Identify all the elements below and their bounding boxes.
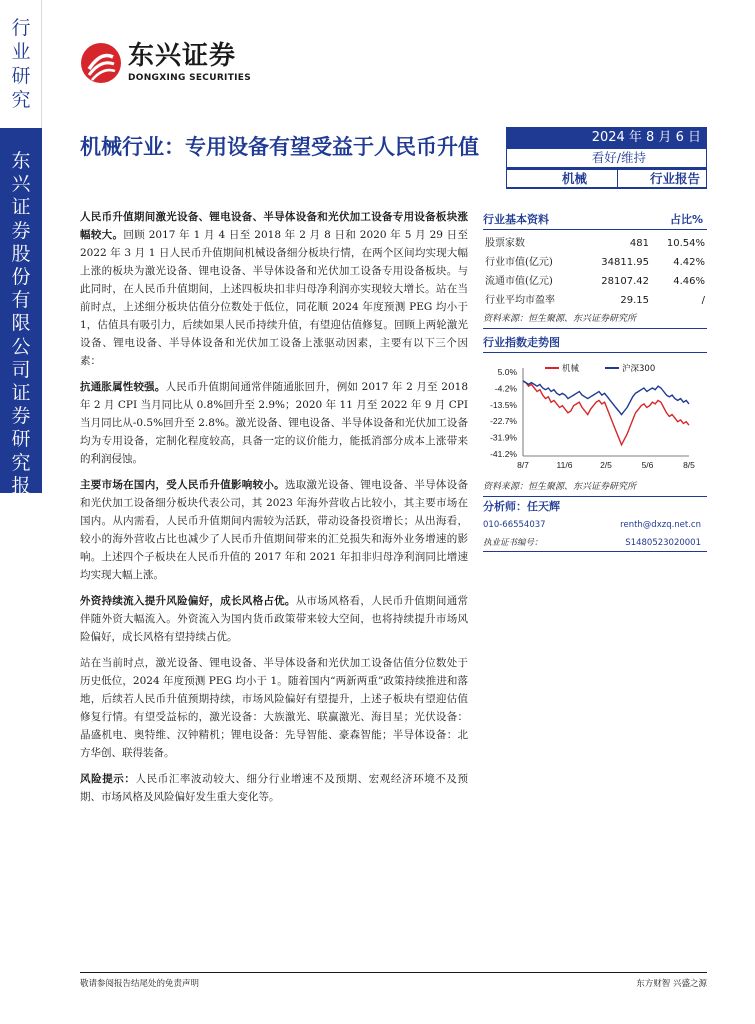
stat-value: 481 bbox=[629, 238, 649, 249]
industry-data-pct-header: 占比% bbox=[669, 213, 703, 226]
stat-pct: 4.46% bbox=[673, 276, 705, 287]
sidebar-org-band bbox=[0, 128, 42, 521]
legend-label: 沪深300 bbox=[622, 364, 656, 374]
y-tick-label: -4.2% bbox=[494, 383, 517, 394]
logo-text-en: DONGXING SECURITIES bbox=[128, 73, 252, 83]
report-title: 机械行业：专用设备有望受益于人民币升值 bbox=[80, 135, 479, 159]
x-tick-label: 2/5 bbox=[600, 460, 612, 470]
stat-label: 流通市值(亿元) bbox=[485, 276, 553, 287]
paragraph-5 bbox=[80, 654, 468, 762]
analyst-panel bbox=[483, 498, 707, 552]
chart-source-panel bbox=[483, 478, 707, 497]
analyst-contact-row bbox=[483, 516, 707, 534]
stat-label: 行业市值(亿元) bbox=[485, 257, 553, 268]
y-tick-label: 5.0% bbox=[497, 367, 517, 377]
paragraph-3 bbox=[80, 476, 468, 584]
paragraph-1-text: 回顾 2017 年 1 月 4 日至 2018 年 2 月 8 日和 2020 年 5 月 29 日至 2022 年 3 月 1 日人民币升值期间机械设备细分板块行情，在两个区间均实现大幅上涨的板块为激光设备、锂电设备、半导体设备和光伏加工设备专用设备板块。与此同时，在人民币升值期间，上述四板块扣非归母净利润亦实现较大增长。站在当前时点，上述细分板块估值分位数处于低位，同花顺 2024 年度预测 PEG 均小于 1，估值具有吸引力，后续如果人民币持续升值，有望迎估值修复。回顾上两轮激光设备、锂电设备、半导体设备和光伏加工设备上涨驱动因素，主要有以下三个因素： bbox=[80, 229, 468, 367]
index-chart-svg bbox=[483, 358, 707, 478]
paragraph-1 bbox=[80, 208, 468, 370]
report-date: 2024 年 8 月 6 日 bbox=[591, 130, 701, 145]
industry-data-panel bbox=[483, 210, 707, 353]
report-body bbox=[80, 208, 468, 814]
footer-slogan: 东方财智 兴盛之源 bbox=[636, 979, 707, 989]
x-tick-label: 11/6 bbox=[556, 460, 573, 470]
x-tick-label: 5/6 bbox=[641, 460, 654, 470]
stat-pct: / bbox=[701, 295, 705, 306]
series-line-machinery bbox=[523, 381, 689, 445]
index-chart bbox=[483, 358, 707, 478]
analyst-email[interactable]: renth@dxzq.net.cn bbox=[620, 520, 701, 530]
report-category-row bbox=[506, 169, 707, 188]
report-meta-box bbox=[506, 127, 707, 189]
x-tick-label: 8/5 bbox=[683, 460, 695, 470]
risk-lead: 风险提示： bbox=[80, 773, 136, 785]
paragraph-3-text: 选取激光设备、锂电设备、半导体设备和光伏加工设备细分板块代表公司，其 2023 年海外营收占比较小，其主要市场在国内。从内需看，人民币升值期间内需较为活跃，带动设备投资增长；从出海看，较小的海外营收占比也减少了人民币升值期间带来的汇兑损失和海外业务增速的影响。上述四个子板块在人民币升值的 2017 年和 2021 年扣非归母净利润同比增速均实现大幅上涨。 bbox=[80, 479, 469, 581]
stat-pct: 4.42% bbox=[673, 257, 705, 268]
report-category: 机械 bbox=[562, 171, 588, 186]
y-tick-label: -31.9% bbox=[490, 432, 517, 443]
table-row bbox=[483, 291, 707, 310]
risk-text: 人民币汇率波动较大、细分行业增速不及预期、宏观经济环境不及预期、市场风格及风险偏好发生重大变化等。 bbox=[80, 773, 468, 803]
analyst-cert-no: S1480523020001 bbox=[625, 538, 701, 548]
paragraph-2-text: 人民币升值期间通常伴随通胀回升，例如 2017 年 2 月至 2018 年 2 月 CPI 当月同比从 0.8%回升至 2.9%；2020 年 11 月至 2022 年 9 月 CPI 当月同比从-0.5%回升至 2.8%。激光设备、锂电设备、半导体设备和光伏加工设备均为专用设备，定制化程度较高，具备一定的议价能力，能抵消部分成本上涨带来的利润侵蚀。 bbox=[80, 381, 469, 465]
sidebar-top bbox=[0, 0, 42, 128]
industry-data-header bbox=[483, 210, 707, 230]
stat-value: 29.15 bbox=[620, 295, 649, 306]
analyst-name: 分析师：任天辉 bbox=[483, 500, 560, 513]
paragraph-2 bbox=[80, 378, 468, 468]
category-divider bbox=[617, 170, 618, 187]
table-row bbox=[483, 253, 707, 272]
stat-value: 28107.42 bbox=[601, 276, 649, 287]
industry-data-source: 资料来源：恒生聚源、东兴证券研究所 bbox=[483, 312, 707, 329]
analyst-cert-label: 执业证书编号： bbox=[483, 538, 543, 548]
index-chart-source: 资料来源：恒生聚源、东兴证券研究所 bbox=[483, 480, 707, 497]
index-chart-title: 行业指数走势图 bbox=[483, 336, 560, 349]
paragraph-4 bbox=[80, 592, 468, 646]
industry-data-title: 行业基本资料 bbox=[483, 213, 549, 226]
footer-divider bbox=[80, 972, 707, 973]
paragraph-2-lead: 抗通胀属性较强。 bbox=[80, 381, 166, 393]
analyst-cert-row bbox=[483, 534, 707, 552]
paragraph-5-text: 站在当前时点，激光设备、锂电设备、半导体设备和光伏加工设备估值分位数处于历史低位，2024 年度预测 PEG 均小于 1。随着国内“两新两重”政策持续推进和落地，后续若人民币升值预期持续，市场风险偏好有望提升，上述子板块有望迎估值修复行情。有望受益标的，激光设备：大族激光、联赢激光、海目星；光伏设备：晶盛机电、奥特维、汉钟精机；锂电设备：先导智能、豪森智能；半导体设备：北方华创、联得装备。 bbox=[80, 657, 468, 759]
legend-label: 机械 bbox=[562, 364, 580, 374]
paragraph-6 bbox=[80, 770, 468, 806]
company-logo bbox=[80, 40, 270, 88]
footer-disclaimer[interactable]: 敬请参阅报告结尾处的免责声明 bbox=[80, 979, 200, 989]
table-row bbox=[483, 272, 707, 291]
sidebar-org-label: 东 兴 证 券 股 份 有 限 公 司 证 券 研 究 报 告 bbox=[11, 150, 31, 521]
analyst-phone: 010-66554037 bbox=[483, 520, 546, 530]
x-tick-label: 8/7 bbox=[517, 460, 529, 470]
paragraph-1-lead: 人民币升值期间激光设备、锂电设备、半导体设备和光伏加工设备专用设备板块涨幅较大。 bbox=[80, 211, 468, 241]
report-type: 行业报告 bbox=[650, 171, 701, 186]
table-row bbox=[483, 234, 707, 253]
stat-value: 34811.95 bbox=[601, 257, 649, 268]
logo-text-cn: 东兴证券 bbox=[128, 41, 237, 71]
stat-label: 股票家数 bbox=[485, 238, 525, 249]
y-tick-label: -22.7% bbox=[490, 416, 517, 427]
sidebar-top-label: 行 业 研 究 bbox=[11, 17, 31, 111]
paragraph-4-text: 从市场风格看，人民币升值期间通常伴随外资大幅流入。外资流入为国内货币政策带来较大空间，也将持续提升市场风险偏好，成长风格有望持续占优。 bbox=[80, 595, 469, 643]
logo-mark-icon bbox=[80, 42, 122, 84]
y-tick-label: -13.5% bbox=[490, 399, 517, 410]
industry-stats-table bbox=[483, 234, 707, 310]
y-tick-label: -41.2% bbox=[490, 449, 517, 459]
paragraph-3-lead: 主要市场在国内，受人民币升值影响较小。 bbox=[80, 479, 285, 491]
report-rating: 看好/维持 bbox=[506, 148, 707, 168]
index-chart-header bbox=[483, 333, 707, 353]
paragraph-4-lead: 外资持续流入提升风险偏好，成长风格占优。 bbox=[80, 595, 296, 607]
stat-label: 行业平均市盈率 bbox=[485, 295, 555, 306]
stat-pct: 10.54% bbox=[666, 238, 705, 249]
